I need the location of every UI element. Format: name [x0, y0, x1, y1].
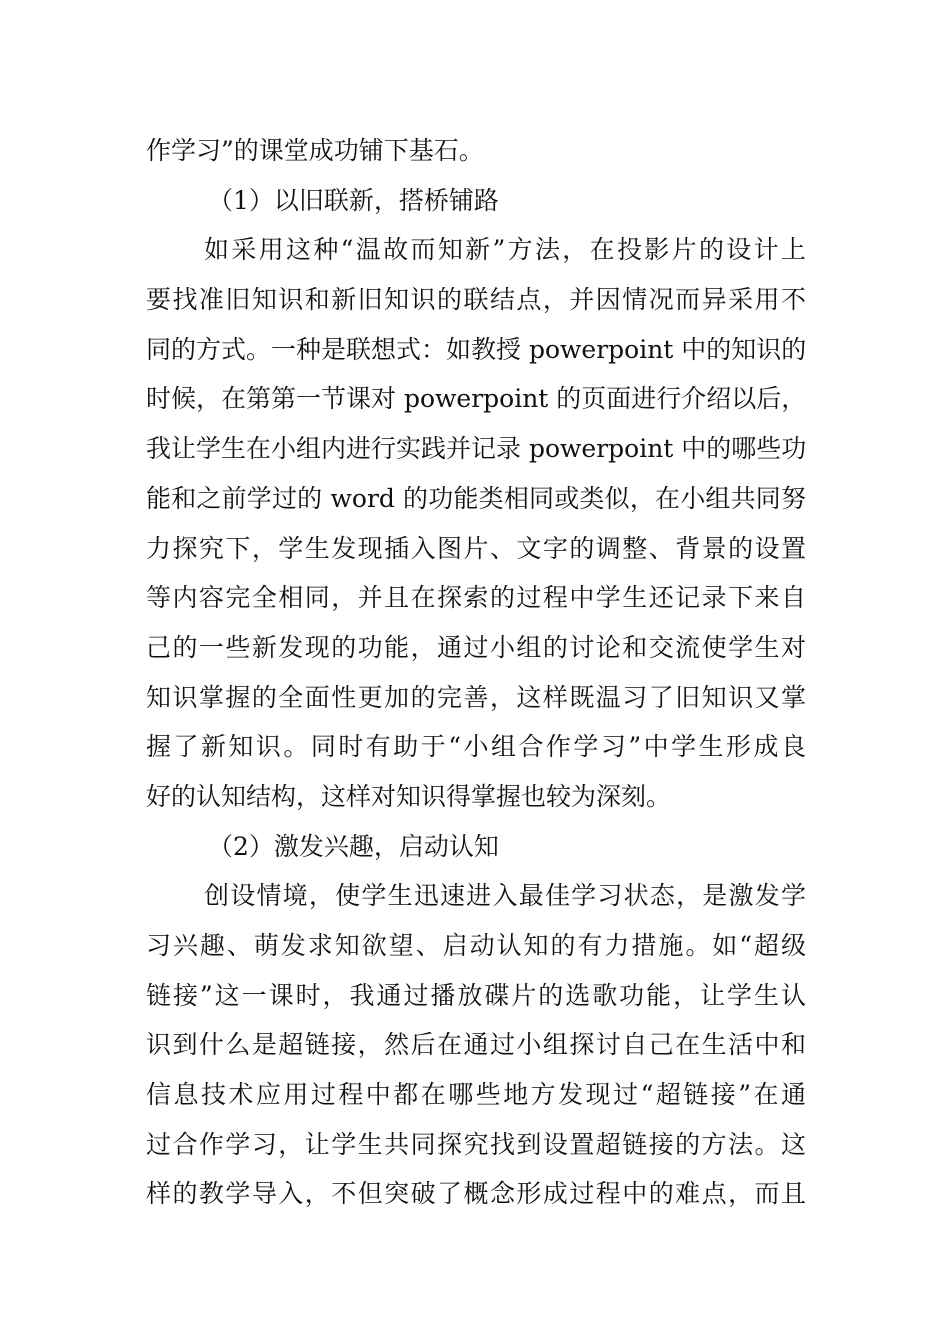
document-body [146, 126, 806, 1219]
text-line: 握了新知识。同时有助于“小组合作学习”中学生形成良 [146, 732, 806, 762]
text-line: 力探究下，学生发现插入图片、文字的调整、背景的设置 [146, 533, 806, 563]
section-heading: （2）激发兴趣，启动认知 [208, 831, 499, 861]
text-line: 识到什么是超链接，然后在通过小组探讨自己在生活中和 [146, 1030, 806, 1060]
text-line: 链接”这一课时，我通过播放碟片的选歌功能，让学生认 [146, 980, 806, 1010]
text-line: 能和之前学过的 word 的功能类相同或类似，在小组共同努 [146, 483, 806, 513]
text-line: 要找准旧知识和新旧知识的联结点，并因情况而异采用不 [146, 285, 806, 315]
text-line: 样的教学导入，不但突破了概念形成过程中的难点，而且 [146, 1179, 806, 1209]
text-line: 同的方式。一种是联想式：如教授 powerpoint 中的知识的 [146, 334, 807, 364]
text-line: 作学习”的课堂成功铺下基石。 [146, 136, 484, 165]
text-line: 信息技术应用过程中都在哪些地方发现过“超链接”在通 [146, 1080, 806, 1110]
text-line: 等内容完全相同，并且在探索的过程中学生还记录下来自 [146, 583, 806, 613]
text-line: 好的认知结构，这样对知识得掌握也较为深刻。 [146, 781, 672, 811]
text-line: 时候，在第第一节课对 powerpoint 的页面进行介绍以后， [146, 384, 807, 414]
paragraph-first-line: 如采用这种“温故而知新”方法，在投影片的设计上 [204, 235, 806, 265]
text-line: 知识掌握的全面性更加的完善，这样既温习了旧知识又掌 [146, 682, 806, 712]
text-line: 己的一些新发现的功能，通过小组的讨论和交流使学生对 [146, 632, 806, 662]
text-line: 习兴趣、萌发求知欲望、启动认知的有力措施。如“超级 [146, 931, 806, 960]
text-line: 过合作学习，让学生共同探究找到设置超链接的方法。这 [146, 1129, 806, 1159]
paragraph-first-line: 创设情境，使学生迅速进入最佳学习状态，是激发学 [204, 881, 806, 911]
text-line: 我让学生在小组内进行实践并记录 powerpoint 中的哪些功 [146, 434, 807, 464]
section-heading: （1）以旧联新，搭桥铺路 [208, 185, 499, 215]
